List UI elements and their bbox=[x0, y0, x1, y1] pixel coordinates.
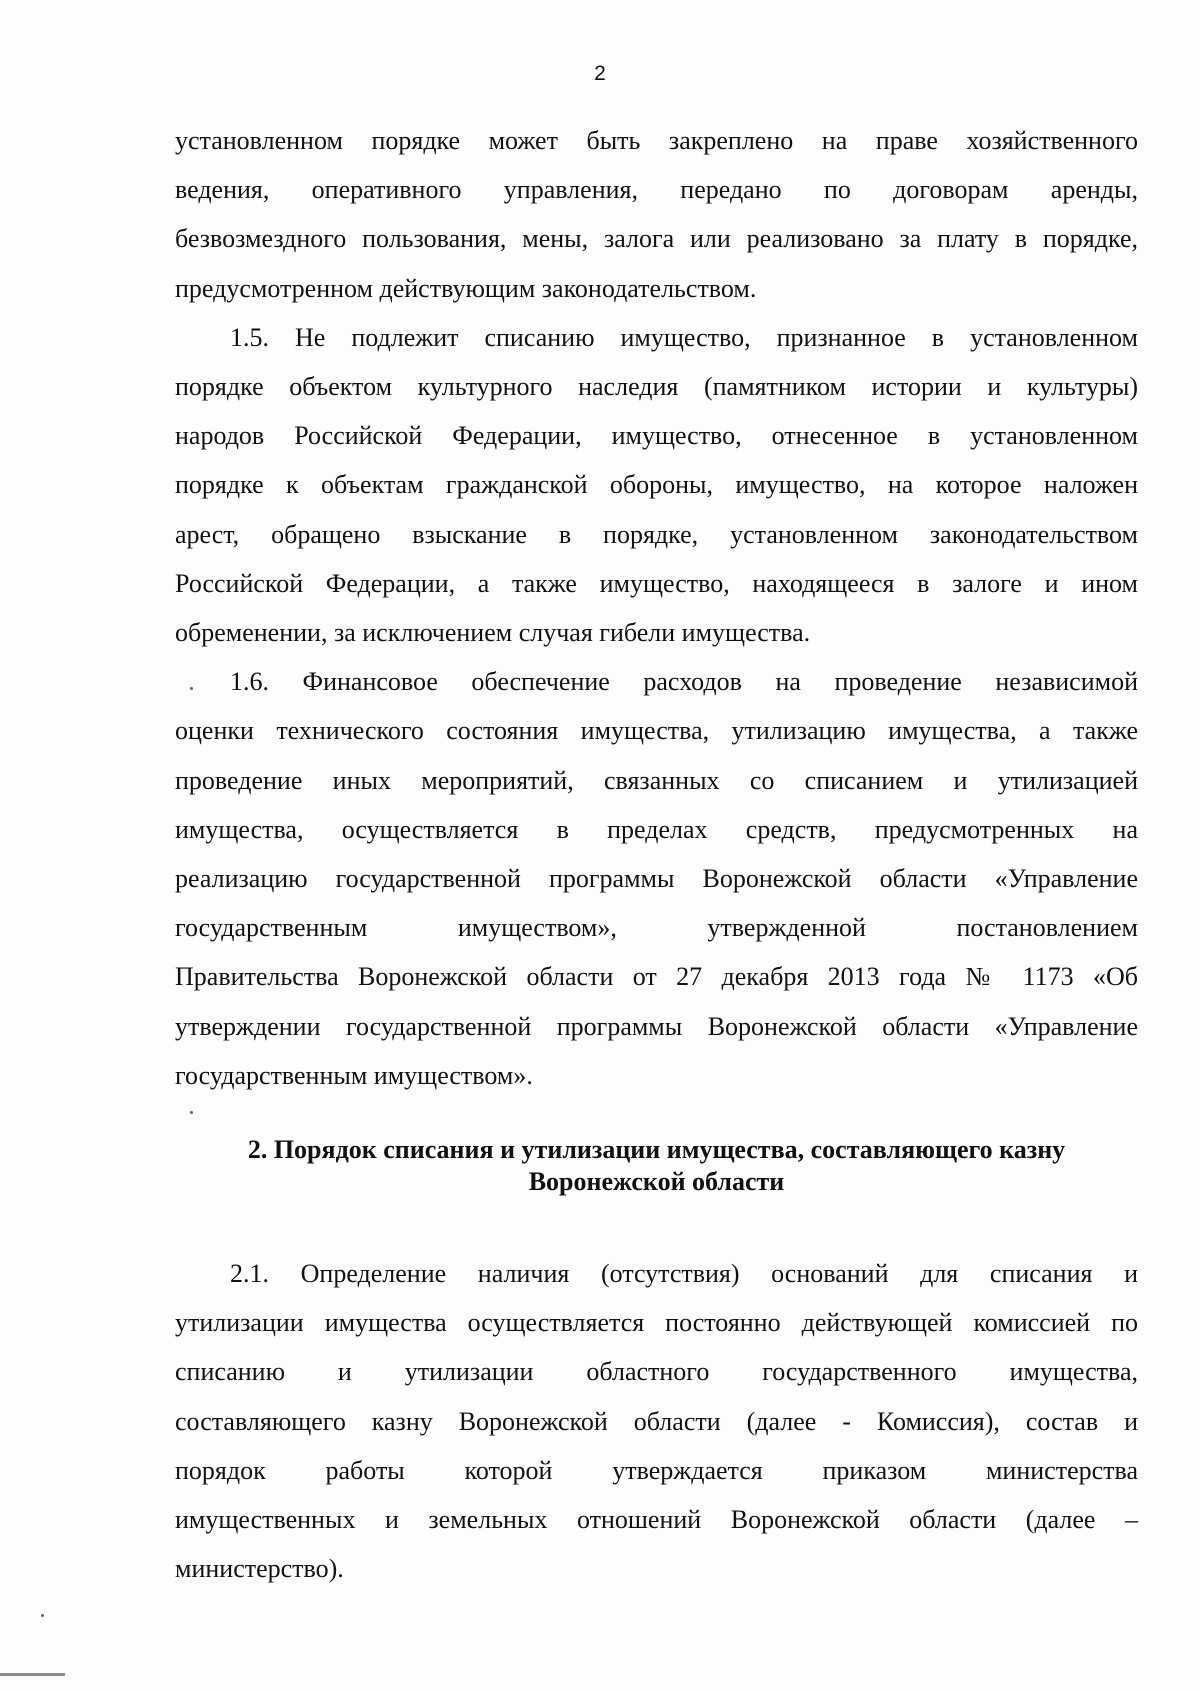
clause-1-6-line: имущества, осуществляется в пределах средств, предусмотренных на bbox=[175, 814, 1138, 844]
clause-2-1-line: утилизации имущества осуществляется постоянно действующей комиссией по bbox=[175, 1308, 1138, 1338]
scan-edge-mark bbox=[0, 1673, 65, 1676]
clause-1-6-line: проведение иных мероприятий, связанных со списанием и утилизацией bbox=[175, 765, 1138, 795]
paragraph-line: безвозмездного пользования, мены, залога или реализовано за плату в порядке, bbox=[175, 224, 1138, 254]
clause-1-5-line: порядке к объектам гражданской обороны, имущество, на которое наложен bbox=[175, 470, 1138, 500]
section-2-heading bbox=[175, 1134, 1138, 1198]
paragraph-line: предусмотренном действующим законодательством. bbox=[175, 273, 757, 303]
clause-1-6-line: государственным имуществом», утвержденной постановлением bbox=[175, 913, 1138, 943]
scan-speck bbox=[190, 687, 193, 690]
page-number: 2 bbox=[594, 62, 606, 85]
heading-line: 2. Порядок списания и утилизации имущества, составляющего казну bbox=[247, 1135, 1066, 1164]
clause-2-1-line: списанию и утилизации областного государственного имущества, bbox=[175, 1357, 1138, 1387]
clause-1-6-line: государственным имуществом». bbox=[175, 1060, 533, 1090]
scan-speck bbox=[190, 1111, 193, 1114]
clause-2-1-line: имущественных и земельных отношений Воронежской области (далее – bbox=[175, 1505, 1138, 1535]
clause-1-5-line: Российской Федерации, а также имущество, находящееся в залоге и ином bbox=[175, 568, 1138, 598]
clause-1-6-line: 1.6. Финансовое обеспечение расходов на проведение независимой bbox=[230, 667, 1138, 697]
section-1-continuation bbox=[175, 116, 1138, 1100]
clause-1-5-line: обременении, за исключением случая гибели имущества. bbox=[175, 618, 811, 648]
paragraph-line: установленном порядке может быть закреплено на праве хозяйственного bbox=[175, 126, 1138, 155]
clause-1-5-line: 1.5. Не подлежит списанию имущество, признанное в установленном bbox=[230, 322, 1138, 352]
clause-1-6-line: Правительства Воронежской области от 27 декабря 2013 года № 1173 «Об bbox=[175, 962, 1138, 992]
clause-1-6-line: утверждении государственной программы Воронежской области «Управление bbox=[175, 1011, 1138, 1041]
clause-2-1 bbox=[175, 1249, 1138, 1593]
clause-1-5-line: народов Российской Федерации, имущество, отнесенное в установленном bbox=[175, 421, 1138, 451]
scan-speck bbox=[41, 1614, 44, 1617]
clause-2-1-line: 2.1. Определение наличия (отсутствия) оснований для списания и bbox=[230, 1259, 1138, 1288]
heading-line: Воронежской области bbox=[528, 1167, 785, 1196]
clause-1-6-line: оценки технического состояния имущества, утилизацию имущества, а также bbox=[175, 716, 1138, 746]
clause-1-5-line: арест, обращено взыскание в порядке, установленном законодательством bbox=[175, 519, 1138, 549]
clause-1-5-line: порядке объектом культурного наследия (памятником истории и культуры) bbox=[175, 372, 1138, 402]
clause-2-1-line: министерство). bbox=[175, 1554, 344, 1584]
clause-2-1-line: составляющего казну Воронежской области (далее - Комиссия), состав и bbox=[175, 1406, 1138, 1436]
paragraph-line: ведения, оперативного управления, передано по договорам аренды, bbox=[175, 175, 1138, 205]
clause-2-1-line: порядок работы которой утверждается приказом министерства bbox=[175, 1455, 1138, 1485]
clause-1-6-line: реализацию государственной программы Воронежской области «Управление bbox=[175, 864, 1138, 894]
